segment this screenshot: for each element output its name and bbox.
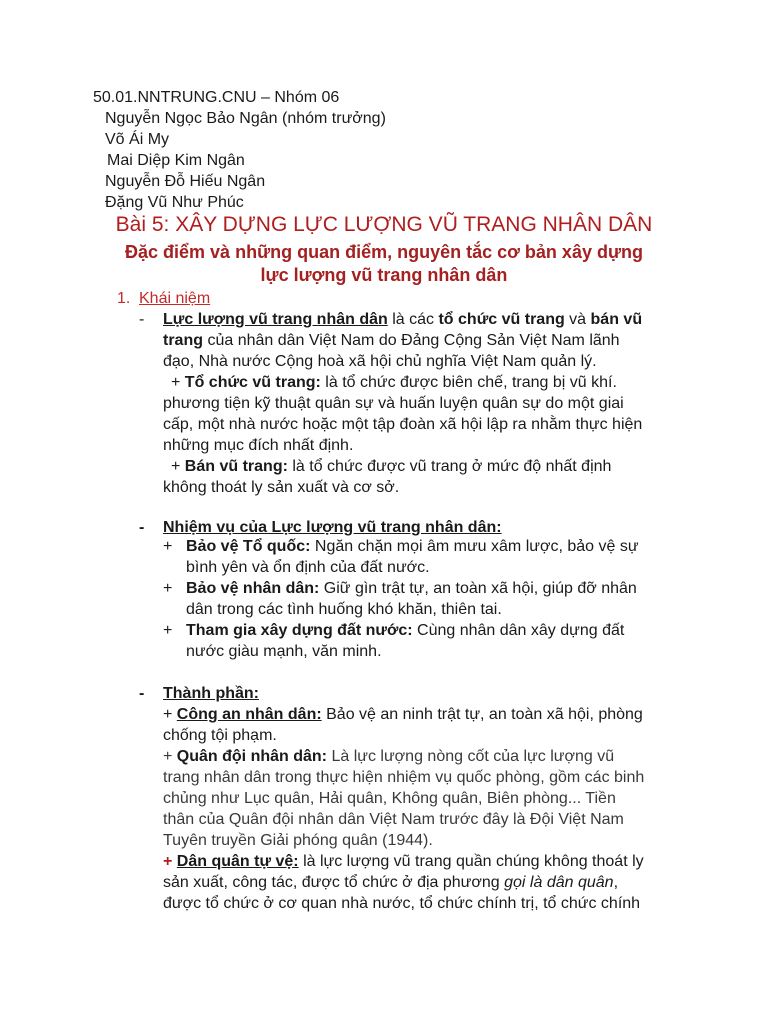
component-line bbox=[163, 746, 614, 767]
text: Cùng nhân dân xây dựng đất bbox=[412, 622, 625, 639]
component-line: được tổ chức ở cơ quan nhà nước, tổ chức chính trị, tổ chức chính bbox=[163, 895, 641, 912]
text: và bbox=[564, 311, 591, 328]
term-armed-org-def: Tổ chức vũ trang: bbox=[184, 374, 321, 391]
text: là các bbox=[387, 311, 439, 328]
dash-marker: - bbox=[139, 311, 145, 328]
org-line: phương tiện kỹ thuật quân sự và huấn luyện quân sự do một giai bbox=[163, 395, 624, 412]
member-name: Nguyễn Ngọc Bảo Ngân (nhóm trưởng) bbox=[105, 110, 386, 127]
text: Ngăn chặn mọi âm mưu xâm lược, bảo vệ sự bbox=[310, 538, 639, 555]
task-line: bình yên và ổn định của đất nước. bbox=[186, 559, 430, 576]
text: Giữ gìn trật tự, an toàn xã hội, giúp đỡ nhân bbox=[319, 580, 637, 597]
task-line: nước giàu mạnh, văn minh. bbox=[186, 643, 382, 660]
plus-marker: + bbox=[163, 706, 173, 723]
section-heading: Khái niệm bbox=[139, 290, 211, 307]
task-line: dân trong các tình huống khó khăn, thiên tai. bbox=[186, 601, 502, 618]
task-term: Bảo vệ Tổ quốc: bbox=[186, 538, 311, 555]
italic-text: gọi là dân quân bbox=[504, 874, 614, 891]
component-line: Tuyên truyền Giải phóng quân (1944). bbox=[163, 832, 433, 849]
component-line: trang nhân dân trong thực hiện nhiệm vụ quốc phòng, gồm các binh bbox=[163, 769, 645, 786]
task-line bbox=[186, 536, 639, 557]
plus-marker: + bbox=[163, 622, 173, 639]
task-line bbox=[186, 620, 624, 641]
text: , bbox=[613, 874, 619, 891]
task-term: Bảo vệ nhân dân: bbox=[186, 580, 320, 597]
plus-marker: + bbox=[163, 538, 173, 555]
org-line bbox=[171, 372, 617, 393]
member-name: Đặng Vũ Như Phúc bbox=[105, 194, 244, 211]
dash-marker: - bbox=[139, 519, 145, 536]
member-name: Võ Ái My bbox=[105, 131, 170, 148]
component-line bbox=[163, 704, 643, 725]
org-line: những mục đích nhất định. bbox=[163, 437, 354, 454]
plus-marker: + bbox=[171, 374, 181, 391]
definition-line bbox=[163, 309, 642, 330]
section-number: 1. bbox=[117, 290, 131, 307]
term-armed-forces: Lực lượng vũ trang nhân dân bbox=[163, 311, 388, 328]
term-armed-org: tổ chức vũ trang bbox=[438, 311, 565, 328]
member-name: Mai Diệp Kim Ngân bbox=[107, 152, 245, 169]
term-police: Công an nhân dân: bbox=[176, 706, 322, 723]
definition-line: đạo, Nhà nước Cộng hoà xã hội chủ nghĩa Việt Nam quản lý. bbox=[163, 353, 597, 370]
components-heading: Thành phần: bbox=[163, 685, 259, 702]
component-line: chống tội phạm. bbox=[163, 727, 277, 744]
semi-line: không thoát ly sản xuất và cơ sở. bbox=[163, 479, 400, 496]
text: Bảo vệ an ninh trật tự, an toàn xã hội, phòng bbox=[321, 706, 643, 723]
text: là tổ chức được vũ trang ở mức độ nhất định bbox=[287, 458, 612, 475]
term-semi-armed-cont: trang bbox=[163, 332, 203, 349]
text: sản xuất, công tác, được tổ chức ở địa phương bbox=[163, 874, 505, 891]
text: của nhân dân Việt Nam do Đảng Cộng Sản Việt Nam lãnh bbox=[203, 332, 620, 349]
task-line bbox=[186, 578, 637, 599]
text: là lực lượng vũ trang quần chúng không thoát ly bbox=[298, 853, 644, 870]
tasks-heading: Nhiệm vụ của Lực lượng vũ trang nhân dân: bbox=[163, 519, 502, 536]
lesson-title: Bài 5: XÂY DỰNG LỰC LƯỢNG VŨ TRANG NHÂN DÂN bbox=[115, 213, 653, 236]
term-semi-armed: bán vũ bbox=[590, 311, 643, 328]
course-code: 50.01.NNTRUNG.CNU – Nhóm 06 bbox=[93, 89, 340, 106]
member-name: Nguyễn Đỗ Hiếu Ngân bbox=[105, 173, 266, 190]
definition-line bbox=[163, 330, 620, 351]
term-army: Quân đội nhân dân: bbox=[176, 748, 328, 765]
text: là tổ chức được biên chế, trang bị vũ khí. bbox=[320, 374, 617, 391]
plus-marker: + bbox=[163, 748, 173, 765]
plus-marker: + bbox=[163, 580, 173, 597]
dash-marker: - bbox=[139, 685, 145, 702]
lesson-subtitle-line2: lực lượng vũ trang nhân dân bbox=[260, 265, 508, 285]
component-line: chủng như Lục quân, Hải quân, Không quân, Biên phòng... Tiền bbox=[163, 790, 616, 807]
org-line: cấp, một nhà nước hoặc một tập đoàn xã hội lập ra nhằm thực hiện bbox=[163, 416, 643, 433]
component-line: thân của Quân đội nhân dân Việt Nam trước đây là Đội Việt Nam bbox=[163, 811, 624, 828]
text: Là lực lượng nòng cốt của lực lượng vũ bbox=[327, 748, 615, 765]
plus-marker: + bbox=[171, 458, 181, 475]
component-line bbox=[163, 851, 644, 872]
term-militia: Dân quân tự vệ: bbox=[176, 853, 299, 870]
lesson-subtitle-line1: Đặc điểm và những quan điểm, nguyên tắc cơ bản xây dựng bbox=[125, 242, 643, 262]
term-semi-armed-def: Bán vũ trang: bbox=[184, 458, 288, 475]
plus-marker: + bbox=[163, 853, 173, 870]
semi-line bbox=[171, 456, 611, 477]
task-term: Tham gia xây dựng đất nước: bbox=[186, 622, 413, 639]
component-line bbox=[163, 872, 618, 893]
